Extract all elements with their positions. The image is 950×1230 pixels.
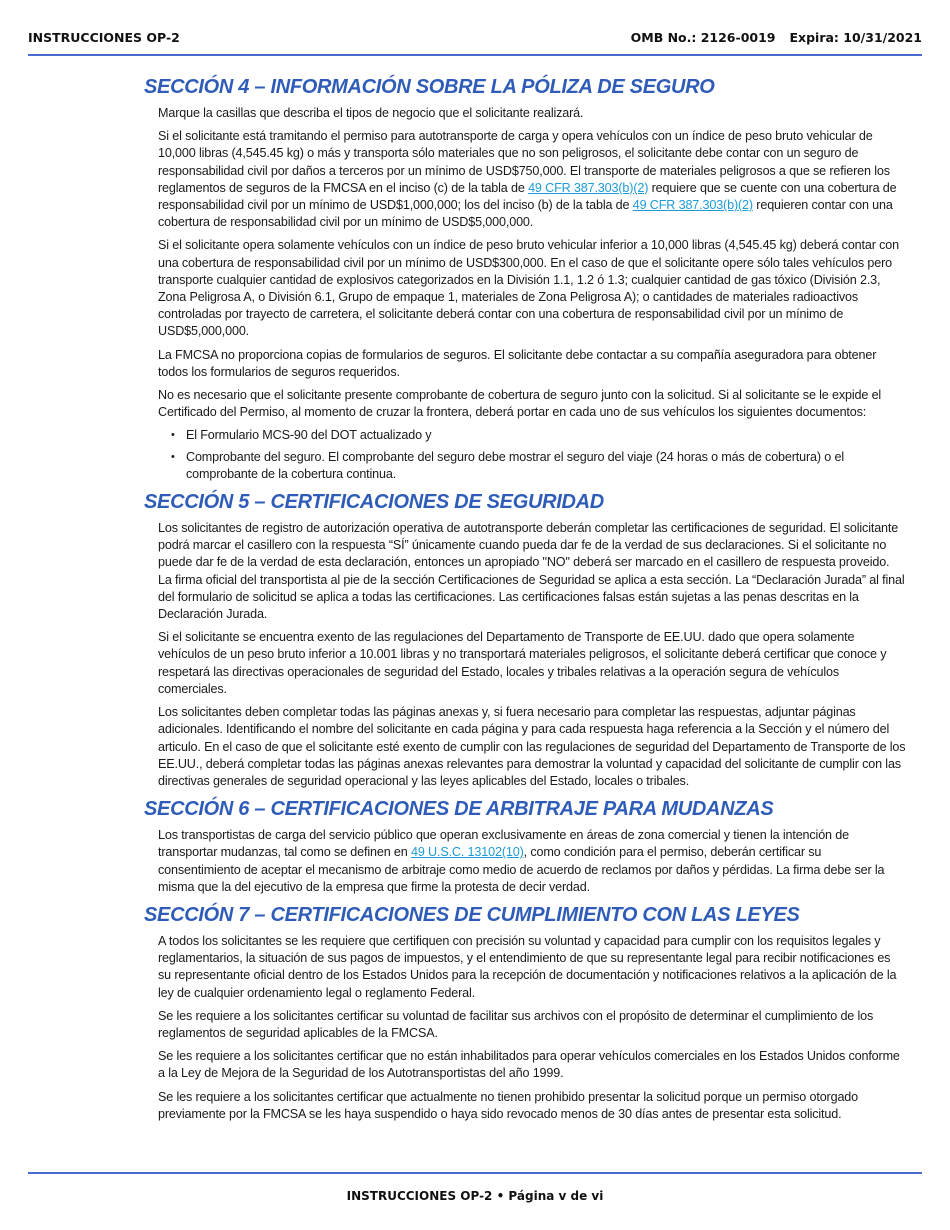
section-7-paragraph: Se les requiere a los solicitantes certificar su voluntad de facilitar sus archivos con el propósito de determinar el cumplimiento de los reglamentos de seguridad aplicables de la FMCSA.	[158, 1008, 874, 1040]
section-4-paragraph: No es necesario que el solicitante presente comprobante de cobertura de seguro junto con la solicitud. Si al solicitante se le expide el Certificado del Permiso, al momento de cruzar la frontera, deberá portar en cada uno de sus vehículos los siguientes documentos:	[158, 388, 882, 420]
document-body	[144, 74, 906, 1129]
section-4	[144, 74, 906, 483]
section-7-paragraph: Se les requiere a los solicitantes certificar que actualmente no tienen prohibido presentar la solicitud porque un permiso otorgado previamente por la FMCSA se les haya suspendido o haya sido revocado menos de 30 días antes de presentar esta solicitud.	[158, 1089, 859, 1121]
list-item: • Comprobante del seguro. El comprobante del seguro debe mostrar el seguro del viaje (24 horas o más de cobertura) o el comprobante de la cobertura continua.	[158, 449, 906, 483]
cfr-387-link[interactable]: 49 CFR 387.303(b)(2)	[632, 198, 753, 213]
section-6	[144, 796, 906, 896]
required-documents-list	[158, 427, 906, 483]
section-4-title: SECCIÓN 4 – INFORMACIÓN SOBRE LA PÓLIZA DE SEGURO	[144, 76, 715, 98]
footer-divider	[28, 1172, 922, 1174]
section-6-title: SECCIÓN 6 – CERTIFICACIONES DE ARBITRAJE PARA MUDANZAS	[144, 798, 774, 821]
section-7	[144, 902, 906, 1123]
usc-13102-link[interactable]: 49 U.S.C. 13102(10)	[410, 845, 524, 860]
text-run: , como condición para el permiso, deberán certificar su consentimiento de aceptar el mecanismo de arbitraje como medio de acuerdo de reclamos por daños y pérdidas. La firma debe ser la misma que la del ejecutivo de la empresa que firme la protesta de decir verdad.	[158, 845, 885, 894]
section-5-title: SECCIÓN 5 – CERTIFICACIONES DE SEGURIDAD	[144, 491, 604, 514]
text-run: requieren contar con una cobertura de responsabilidad civil por un mínimo de USD$5,000,000.	[158, 198, 893, 230]
omb-info	[631, 30, 922, 45]
page-header	[28, 30, 922, 45]
section-4-paragraph	[158, 128, 906, 231]
text-run: Si el solicitante está tramitando el permiso para autotransporte de carga y opera vehículos con un índice de peso bruto vehicular de 10,000 libras (4,545.45 kg) o más y transporta sólo materiales que no son peligrosos, el solicitante debe contar con un seguro de responsabilidad civil por daños a terceros por un mínimo de USD$750,000. El transporte de materiales peligrosos a que se refieren los reglamentos de seguros de la FMCSA en el inciso (c) de la tabla de	[158, 129, 890, 195]
section-7-title: SECCIÓN 7 – CERTIFICACIONES DE CUMPLIMIENTO CON LAS LEYES	[144, 903, 800, 926]
section-4-paragraph: Marque la casillas que describa el tipos de negocio que el solicitante realizará.	[158, 106, 584, 120]
section-7-paragraph: A todos los solicitantes se les requiere que certifiquen con precisión su voluntad y capacidad para cumplir con los requisitos legales y reglamentarios, la situación de sus pagos de impuestos, y el entendimiento de que su representante legal para recibir notificaciones es su representante oficial dentro de los Estados Unidos para la recepción de documentación y notificaciones relativos a la aplicación de la ley de cualquier ordenamiento legal o reglamento Federal.	[158, 933, 897, 1000]
section-4-paragraph: Si el solicitante opera solamente vehículos con un índice de peso bruto vehicular inferior a 10,000 libras (4,545.45 kg) deberá contar con una cobertura de responsabilidad civil por un mínimo de USD$300,000. En el caso de que el solicitante opere sólo tales vehículos pero transporte cualquier cantidad de explosivos categorizados en la División 1.1, 1.2 ó 1.3; cualquier cantidad de gas tóxico (División 2.3, Zona Peligrosa A, o División 6.1, Grupo de empaque 1, materiales de Zona Peligrosa A); o cantidades de materiales radioactivos controladas por trayecto de carretera, el solicitante deberá contar con una cobertura de responsabilidad civil por un mínimo de USD$5,000,000.	[158, 238, 899, 339]
expiration-date: Expira: 10/31/2021	[789, 30, 922, 45]
section-4-paragraph: La FMCSA no proporciona copias de formularios de seguros. El solicitante debe contactar a su compañía aseguradora para obtener todos los formularios de seguros requeridos.	[158, 347, 877, 379]
page-footer: INSTRUCCIONES OP-2 • Página v de vi	[346, 1189, 604, 1203]
list-item: • El Formulario MCS-90 del DOT actualizado y	[158, 427, 906, 444]
text-run: Los transportistas de carga del servicio público que operan exclusivamente en áreas de zona comercial y tienen la intención de transportar mudanzas, tal como se definen en	[158, 828, 849, 860]
section-5	[144, 489, 906, 790]
cfr-387-link[interactable]: 49 CFR 387.303(b)(2)	[528, 180, 649, 195]
section-6-paragraph	[158, 827, 906, 896]
form-name: INSTRUCCIONES OP-2	[28, 30, 180, 45]
section-5-paragraph: Los solicitantes de registro de autorización operativa de autotransporte deberán completar las certificaciones de seguridad. El solicitante podrá marcar el casillero con la respuesta “SÍ” únicamente cuando pueda dar fe de la verdad de sus declaraciones. Si el solicitante no puede dar fe de la verdad de esta declaración, entonces un apropiado "NO" deberá ser marcado en el casillero de respuesta proveido. La firma oficial del transportista al pie de la sección Certificaciones de Seguridad se aplica a esta sección. La “Declaración Jurada” al final del formulario de solicitud se aplica a todas las certificaciones. Las certificaciones falsas están sujetas a las penas descritas en la Declaración Jurada.	[158, 521, 905, 622]
header-divider	[28, 54, 922, 56]
section-5-paragraph: Los solicitantes deben completar todas las páginas anexas y, si fuera necesario para completar las respuestas, adjuntar páginas adicionales. Identificando el nombre del solicitante en cada página y para cada respuesta haga referencia a la Sección y el número del articulo. En el caso de que el solicitante esté exento de cumplir con las regulaciones de seguridad del Departamento de Transporte de los EE.UU., deberá completar todas las páginas anexas relevantes para demostrar la voluntad y capacidad del solicitante de cumplir con las directivas generales de seguridad operacional y las leyes aplicables del Estado, locales o tribales.	[158, 705, 906, 788]
section-5-paragraph: Si el solicitante se encuentra exento de las regulaciones del Departamento de Transporte de EE.UU. dado que opera solamente vehículos de un peso bruto inferior a 10.001 libras y no transportará materiales peligrosos, el solicitante deberá certificar que conoce y respetará las directivas operacionales de seguridad del Estado, locales y tribales relativas a la operación segura de vehículos comerciales.	[158, 630, 887, 696]
omb-number: OMB No.: 2126-0019	[630, 30, 776, 45]
section-7-paragraph: Se les requiere a los solicitantes certificar que no están inhabilitados para operar vehículos comerciales en los Estados Unidos conforme a la Ley de Mejora de la Seguridad de los Autotransportistas del año 1999.	[158, 1049, 900, 1081]
text-run: requiere que se cuente con una cobertura de responsabilidad civil por un mínimo de USD$1,000,000; los del inciso (b) de la tabla de	[158, 180, 897, 213]
